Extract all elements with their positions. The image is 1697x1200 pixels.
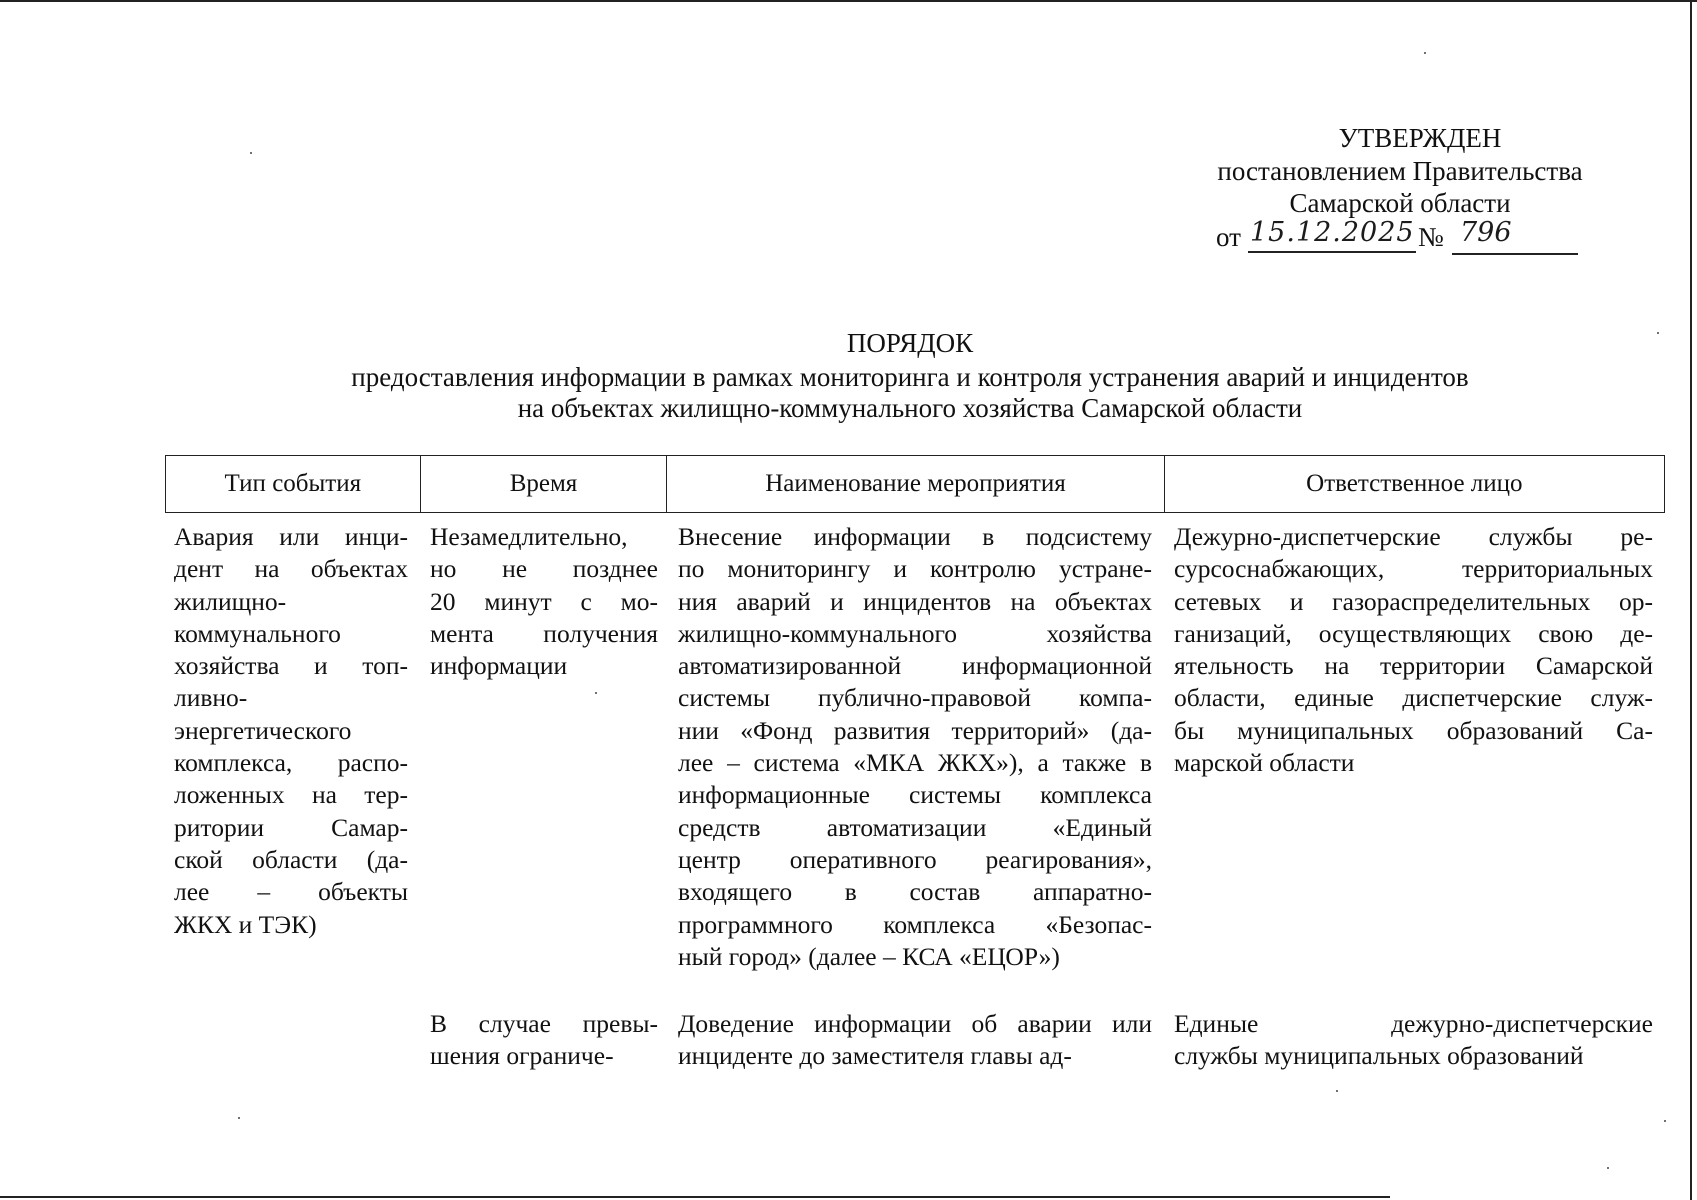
cell-text-line: но не позднее <box>430 554 658 584</box>
cell-text-line: нии «Фонд развития территорий» (да- <box>678 715 1152 745</box>
number-underline <box>1452 253 1578 255</box>
cell-text-line: ритории Самар- <box>174 812 408 842</box>
scan-speck <box>1664 1120 1666 1122</box>
cell-text-line: центр оперативного реагирования», <box>678 844 1152 874</box>
cell-text-line: программного комплекса «Безопас- <box>678 909 1152 939</box>
cell-text-line: коммунального <box>174 618 341 648</box>
cell-text-line: ятельность на территории Самарской <box>1174 651 1653 681</box>
cell-text-line: Авария или инци- <box>174 522 408 551</box>
cell-text-line: 20 минут с мо- <box>430 586 658 616</box>
table-header <box>165 455 1665 513</box>
handwritten-number: 796 <box>1460 217 1512 248</box>
cell-text-line: мента получения <box>430 618 658 648</box>
cell-text-line: марской области <box>1174 748 1355 778</box>
approval-heading: УТВЕРЖДЕН <box>1338 123 1502 153</box>
cell-text-line: сурсоснабжающих, территориальных <box>1174 554 1653 584</box>
cell-text-line: инциденте до заместителя главы ад- <box>678 1041 1072 1071</box>
approval-block <box>1180 122 1620 255</box>
scan-speck <box>250 152 252 154</box>
number-sign: № <box>1418 222 1444 252</box>
handwritten-date: 15.12.2025 <box>1250 217 1415 248</box>
scan-speck <box>1607 1167 1609 1169</box>
row1-responsible <box>1174 521 1653 779</box>
cell-text-line: Единые дежурно-диспетчерские <box>1174 1009 1653 1038</box>
cell-text-line: Внесение информации в подсистему <box>678 522 1152 551</box>
scan-speck <box>595 692 597 694</box>
cell-text-line: лее – объекты <box>174 877 408 907</box>
cell-text-line: ливно- <box>174 683 248 713</box>
cell-text-line: ный город» (далее – КСА «ЕЦОР») <box>678 941 1060 971</box>
cell-text-line: средств автоматизации «Единый <box>678 812 1152 842</box>
cell-text-line: ганизаций, осуществляющих свою де- <box>1174 618 1653 648</box>
scan-speck <box>1336 1090 1338 1092</box>
title-subtitle-line-1: предоставления информации в рамках мониторинга и контроля устранения аварий и инцидентов <box>351 362 1469 392</box>
approval-region: Самарской области <box>1289 188 1511 218</box>
header-time: Время <box>421 456 668 512</box>
cell-text-line: системы публично-правовой компа- <box>678 683 1152 713</box>
date-prefix: от <box>1216 222 1241 252</box>
scan-speck <box>1657 332 1659 334</box>
cell-text-line: службы муниципальных образований <box>1174 1041 1584 1071</box>
scan-speck <box>1424 52 1426 54</box>
cell-text-line: сетевых и газораспределительных ор- <box>1174 586 1653 616</box>
document-title <box>170 328 1650 424</box>
cell-text-line: по мониторингу и контролю устране- <box>678 554 1152 584</box>
cell-text-line: информации <box>430 651 568 681</box>
scan-speck <box>238 1117 240 1119</box>
title-main: ПОРЯДОК <box>846 328 974 358</box>
cell-text-line: шения ограниче- <box>430 1041 614 1071</box>
cell-text-line: жилищно- <box>174 586 287 616</box>
scan-right-edge <box>1690 0 1692 1200</box>
date-underline <box>1248 251 1416 253</box>
cell-text-line: ния аварий и инцидентов на объектах <box>678 586 1152 616</box>
cell-text-line: В случае превы- <box>430 1009 658 1038</box>
row1-time <box>430 521 658 682</box>
cell-text-line: Дежурно-диспетчерские службы ре- <box>1174 522 1653 551</box>
cell-text-line: энергетического <box>174 715 352 745</box>
cell-text-line: хозяйства и топ- <box>174 651 408 681</box>
header-event-type: Тип события <box>166 456 421 512</box>
row1-event-type <box>174 521 408 941</box>
cell-text-line: входящего в состав аппаратно- <box>678 877 1152 907</box>
cell-text-line: бы муниципальных образований Са- <box>1174 715 1653 745</box>
cell-text-line: Доведение информации об аварии или <box>678 1009 1152 1038</box>
cell-text-line: ской области (да- <box>174 844 408 874</box>
row1-action <box>678 521 1152 973</box>
row2-responsible <box>1174 1008 1653 1073</box>
scan-top-line <box>0 0 1697 2</box>
cell-text-line: области, единые диспетчерские служ- <box>1174 683 1653 713</box>
cell-text-line: жилищно-коммунального хозяйства <box>678 618 1152 648</box>
cell-text-line: дент на объектах <box>174 554 408 584</box>
cell-text-line: ложенных на тер- <box>174 780 408 810</box>
header-action: Наименование мероприятия <box>667 456 1164 512</box>
approval-date-line <box>1180 219 1620 255</box>
cell-text-line: автоматизированной информационной <box>678 651 1152 681</box>
cell-text-line: информационные системы комплекса <box>678 780 1152 810</box>
title-subtitle-line-2: на объектах жилищно-коммунального хозяйства Самарской области <box>517 393 1303 423</box>
approval-decree: постановлением Правительства <box>1217 156 1583 186</box>
cell-text-line: комплекса, распо- <box>174 748 408 778</box>
header-responsible: Ответственное лицо <box>1306 470 1523 497</box>
scan-bottom-line <box>0 1196 1390 1198</box>
cell-text-line: ЖКХ и ТЭК) <box>174 909 317 939</box>
cell-text-line: лее – система «МКА ЖКХ»), а также в <box>678 748 1152 778</box>
row2-action <box>678 1008 1152 1073</box>
cell-text-line: Незамедлительно, <box>430 522 628 551</box>
row2-time <box>430 1008 658 1073</box>
